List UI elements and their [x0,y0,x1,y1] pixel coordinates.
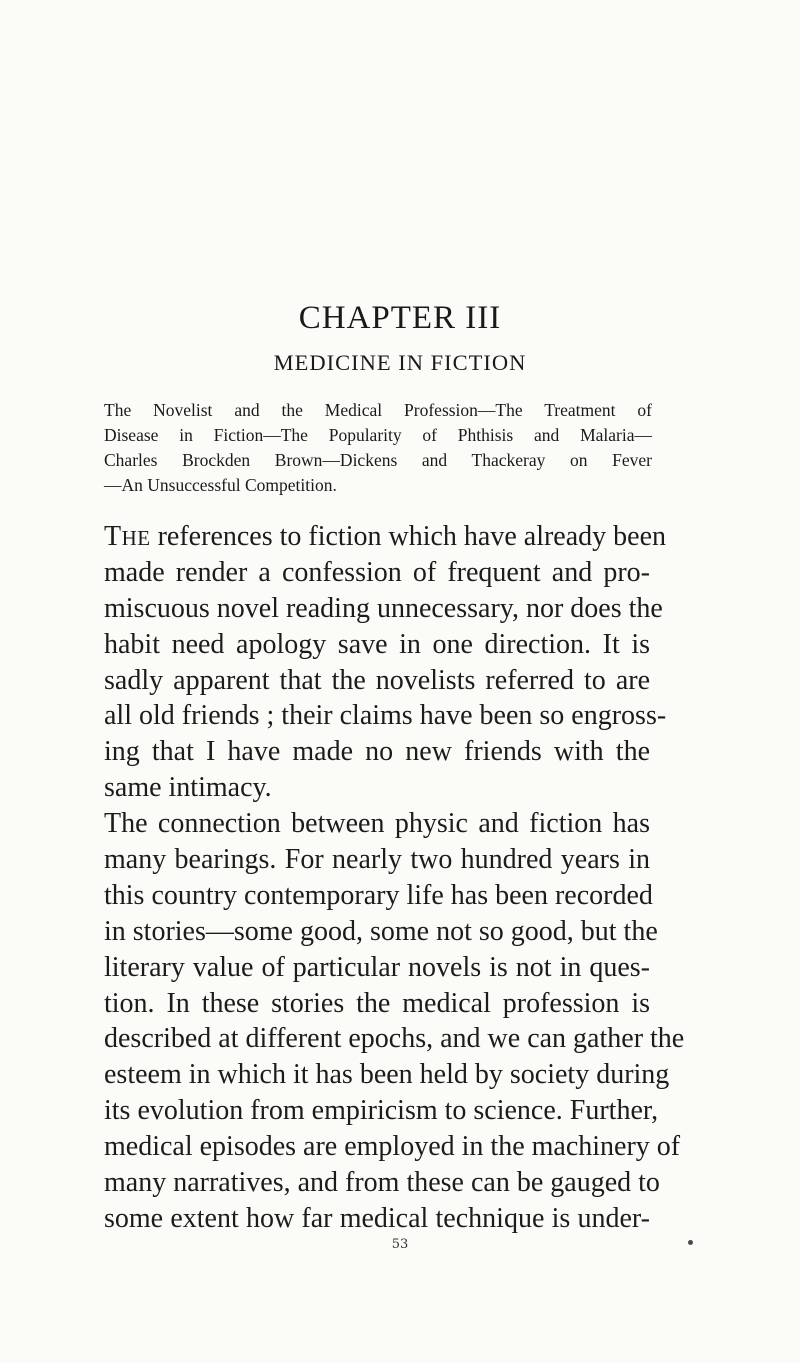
opening-word [104,521,151,552]
paragraph-line: all old friends ; their claims have been so engross- [104,700,667,732]
chapter-number: CHAPTER III [298,300,502,336]
body-text [104,519,685,1237]
paragraph-line: its evolution from empiricism to science. Further, [104,1095,659,1127]
paragraph-line: same intimacy. [104,772,272,804]
opening-capital: T [104,521,122,552]
paragraph-line: many narratives, and from these can be gauged to [104,1167,660,1199]
synopsis-line: —An Unsuccessful Competition. [104,475,337,495]
paragraph-line: in stories—some good, some not so good, but the [104,915,658,947]
chapter-title: MEDICINE IN FICTION [273,350,527,375]
paragraph-line: many bearings. For nearly two hundred years in [104,844,650,876]
printer-mark [688,1240,693,1245]
paragraph-line: sadly apparent that the novelists referred to are [104,664,650,696]
synopsis-line: The Novelist and the Medical Profession—The Treatment of [104,400,652,420]
paragraph-line: made render a confession of frequent and pro- [104,556,650,588]
paragraph-line: esteem in which it has been held by society during [104,1059,670,1091]
paragraph-line: this country contemporary life has been recorded [104,879,653,911]
page-number: 53 [391,1237,409,1252]
paragraph-line: tion. In these stories the medical profession is [104,987,650,1019]
paragraph-line: miscuous novel reading unnecessary, nor does the [104,592,663,624]
paragraph-line [104,519,667,555]
synopsis-line: Disease in Fiction—The Popularity of Phthisis and Malaria— [104,425,652,445]
synopsis-line: Charles Brockden Brown—Dickens and Thackeray on Fever [104,450,652,470]
paragraph-line: The connection between physic and fiction has [104,808,650,840]
paragraph-line: habit need apology save in one direction. It is [104,628,650,660]
opening-small-caps: HE [121,526,151,550]
paragraph-line: ing that I have made no new friends with the [104,736,650,768]
paragraph-line: medical episodes are employed in the machinery of [104,1131,681,1163]
paragraph-line: literary value of particular novels is not in ques- [104,951,650,983]
first-line-text: references to fiction which have already been [157,521,667,552]
paragraph-line: described at different epochs, and we can gather the [104,1023,685,1055]
paragraph-line: some extent how far medical technique is under- [104,1202,650,1234]
chapter-synopsis [104,398,652,498]
